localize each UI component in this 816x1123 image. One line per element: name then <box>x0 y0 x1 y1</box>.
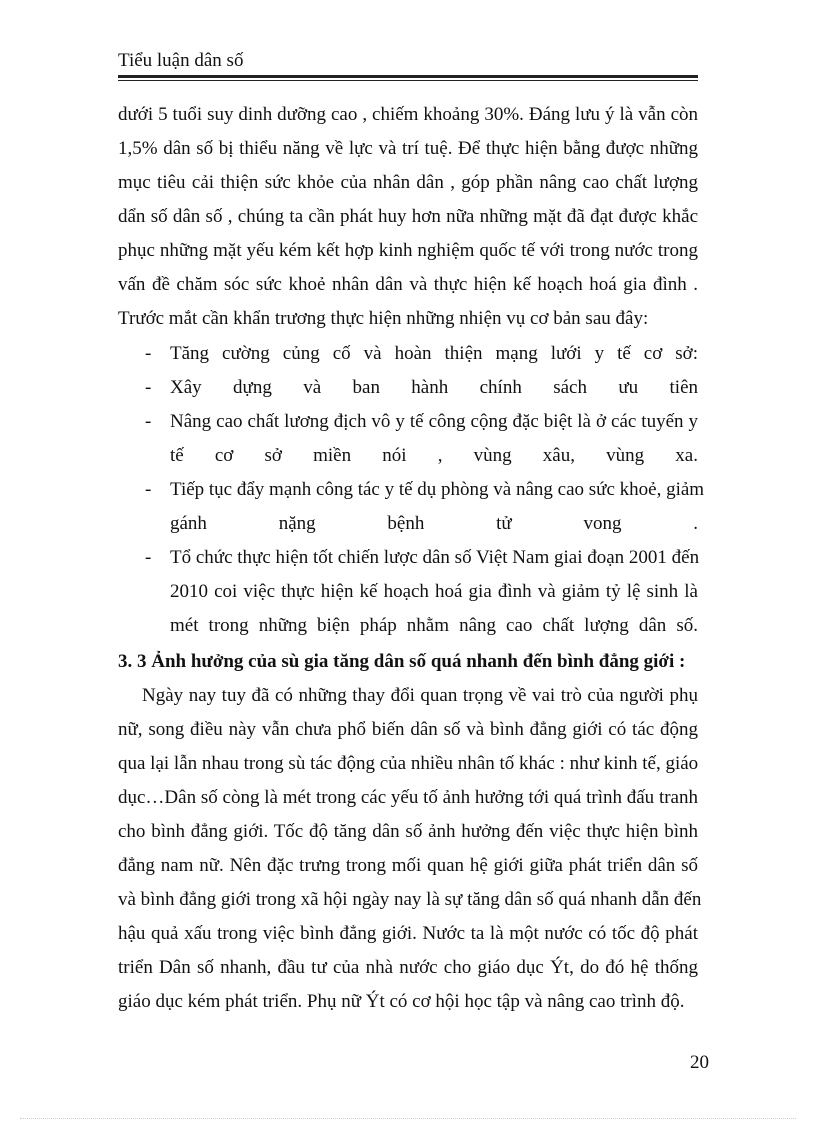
page-header <box>118 46 698 78</box>
text-line: mục tiêu cải thiện sức khỏe của nhân dân , góp phần nâng cao chất lượng <box>118 172 698 193</box>
bullet-dash: - <box>145 547 152 568</box>
section-heading: 3. 3 Ảnh hưởng của sù gia tăng dân số quá nhanh đến bình đẳng giới : <box>118 651 686 672</box>
bullet-dash: - <box>145 479 152 500</box>
bullet-text: 2010 coi việc thực hiện kế hoạch hoá gia đình và giảm tỷ lệ sinh là <box>170 581 698 602</box>
text-line: hậu quả xấu trong việc bình đẳng giới. Nước ta là một nước có tốc độ phát <box>118 923 698 944</box>
text-line: Ngày nay tuy đã có những thay đổi quan trọng về vai trò của người phụ <box>142 685 698 706</box>
text-line: phục những mặt yếu kém kết hợp kinh nghiệm quốc tế với trong nước trong <box>118 240 698 261</box>
text-line: qua lại lẫn nhau trong sù tác động của nhiều nhân tố khác : như kinh tế, giáo <box>118 753 699 774</box>
text-line: 1,5% dân số bị thiểu năng về lực và trí tuệ. Để thực hiện bằng được những <box>118 138 698 159</box>
bullet-text: Nâng cao chất lương địch vô y tế công cộng đặc biệt là ở các tuyến y <box>170 411 698 432</box>
bullet-text: Tổ chức thực hiện tốt chiến lược dân số Việt Nam giai đoạn 2001 đến <box>170 547 700 568</box>
bullet-dash: - <box>145 411 152 432</box>
text-line: triển Dân số nhanh, đầu tư của nhà nước cho giáo dục Ýt, do đó hệ thống <box>118 957 698 978</box>
bullet-text: tế cơ sở miền nói , vùng xâu, vùng xa. <box>170 445 698 466</box>
text-line: giáo dục kém phát triển. Phụ nữ Ýt có cơ hội học tập và nâng cao trình độ. <box>118 991 685 1012</box>
page-number: 20 <box>690 1052 709 1073</box>
text-line: nữ, song điều này vẫn chưa phổ biến dân số và bình đẳng giới có tác động <box>118 719 698 740</box>
text-line: vấn đề chăm sóc sức khoẻ nhân dân và thực hiện kế hoạch hoá gia đình . <box>118 274 698 295</box>
text-line: Trước mắt cần khẩn trương thực hiện những nhiện vụ cơ bản sau đây: <box>118 308 649 329</box>
header-rule-thin <box>118 80 698 81</box>
bullet-text: Xây dựng và ban hành chính sách ưu tiên <box>170 377 698 398</box>
header-title: Tiểu luận dân số <box>118 50 244 71</box>
bullet-text: Tăng cường củng cố và hoàn thiện mạng lưới y tế cơ sở: <box>170 343 698 364</box>
text-line: đẳng nam nữ. Nên đặc trưng trong mối quan hệ giới giữa phát triển dân số <box>118 855 698 876</box>
bullet-dash: - <box>145 377 152 398</box>
text-line: và bình đẳng giới trong xã hội ngày nay là sự tăng dân số quá nhanh dẫn đến <box>118 889 702 910</box>
bullet-dash: - <box>145 343 152 364</box>
text-line: dục…Dân số còng là mét trong các yếu tố ảnh hưởng tới quá trình đấu tranh <box>118 787 698 808</box>
bullet-text: gánh nặng bệnh tử vong . <box>170 513 698 534</box>
bullet-text: mét trong những biện pháp nhằm nâng cao chất lượng dân số. <box>170 615 698 636</box>
page-bottom-border <box>20 1118 796 1119</box>
bullet-text: Tiếp tục đẩy mạnh công tác y tế dụ phòng và nâng cao sức khoẻ, giảm <box>170 479 705 500</box>
text-line: dưới 5 tuổi suy dinh dưỡng cao , chiếm khoảng 30%. Đáng lưu ý là vẫn còn <box>118 104 698 125</box>
text-line: dẩn số dân số , chúng ta cần phát huy hơn nữa những mặt đã đạt được khắc <box>118 206 698 227</box>
text-line: cho bình đẳng giới. Tốc độ tăng dân số ảnh hưởng đến việc thực hiện bình <box>118 821 698 842</box>
header-rule-thick <box>118 75 698 78</box>
